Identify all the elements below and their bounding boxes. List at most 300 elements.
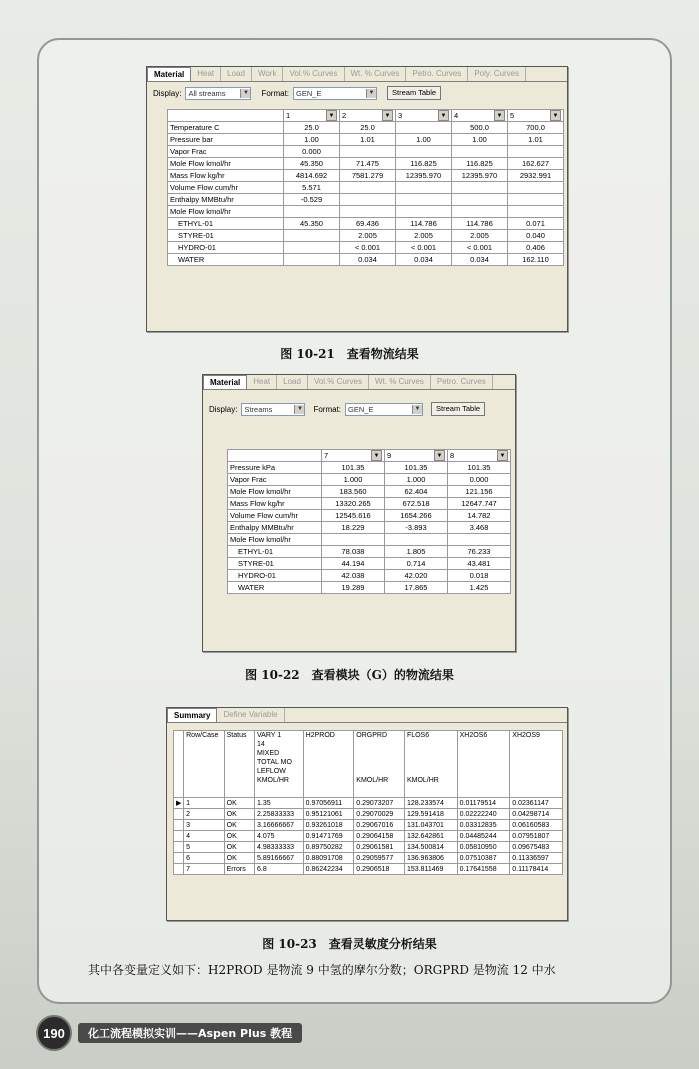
table-cell[interactable]: Errors <box>224 864 254 875</box>
table-cell[interactable] <box>284 230 340 242</box>
column-header <box>255 731 304 798</box>
table-cell[interactable]: 153.811469 <box>404 864 457 875</box>
table-cell[interactable]: 0.040 <box>508 230 564 242</box>
table-row <box>228 510 511 522</box>
table-cell[interactable] <box>340 194 396 206</box>
row-label: ETHYL-01 <box>168 218 284 230</box>
table-cell[interactable]: 0.06160583 <box>510 820 563 831</box>
table-row <box>168 134 564 146</box>
table-cell[interactable]: 1.000 <box>385 474 448 486</box>
row-label: Enthalpy MMBtu/hr <box>168 194 284 206</box>
table-row <box>228 570 511 582</box>
stream-id: 4 <box>454 111 459 120</box>
stream-column-header[interactable] <box>385 450 448 462</box>
table-cell[interactable]: 6 <box>184 853 225 864</box>
table-cell[interactable]: 43.481 <box>448 558 511 570</box>
table-row <box>168 206 564 218</box>
table-cell[interactable]: 62.404 <box>385 486 448 498</box>
table-cell[interactable]: 0.05810950 <box>457 842 510 853</box>
block-stream-results-table <box>227 449 511 594</box>
table-cell[interactable]: 12647.747 <box>448 498 511 510</box>
table-cell[interactable] <box>396 206 452 218</box>
table-cell[interactable]: 0.07951807 <box>510 831 563 842</box>
display-label: Display: <box>153 88 182 98</box>
table-cell[interactable]: 3 <box>184 820 225 831</box>
table-cell[interactable]: 0.04485244 <box>457 831 510 842</box>
display-label: Display: <box>209 404 238 414</box>
results-tab-bar <box>147 67 567 82</box>
table-cell[interactable]: 1.35 <box>255 798 304 809</box>
results-tab-bar <box>203 375 515 390</box>
table-cell[interactable]: 0.034 <box>396 254 452 266</box>
corner-cell <box>228 450 322 462</box>
chevron-down-icon[interactable]: ▼ <box>382 110 393 121</box>
book-title: 化工流程模拟实训——Aspen Plus 教程 <box>78 1023 302 1043</box>
table-cell[interactable]: 12545.616 <box>322 510 385 522</box>
chevron-down-icon[interactable]: ▼ <box>434 450 445 461</box>
table-cell[interactable]: 0.88091708 <box>303 853 354 864</box>
table-cell[interactable] <box>452 146 508 158</box>
format-label: Format: <box>261 88 290 98</box>
table-cell[interactable]: 1.00 <box>284 134 340 146</box>
table-cell[interactable] <box>508 182 564 194</box>
table-cell[interactable]: 0.04298714 <box>510 809 563 820</box>
table-cell[interactable]: 13320.265 <box>322 498 385 510</box>
table-cell[interactable]: 2.25833333 <box>255 809 304 820</box>
table-row[interactable] <box>174 798 563 809</box>
table-row[interactable] <box>174 809 563 820</box>
table-cell[interactable]: OK <box>224 820 254 831</box>
table-cell[interactable]: < 0.001 <box>396 242 452 254</box>
table-cell[interactable]: 129.591418 <box>404 809 457 820</box>
table-cell[interactable]: 116.825 <box>396 158 452 170</box>
table-cell[interactable]: 2.005 <box>452 230 508 242</box>
table-cell[interactable]: 0.071 <box>508 218 564 230</box>
sensitivity-header-row <box>174 731 563 798</box>
stream-selector[interactable] <box>342 110 393 121</box>
row-label: Enthalpy MMBtu/hr <box>228 522 322 534</box>
tab-wt-curves[interactable]: Wt. % Curves <box>369 375 431 389</box>
display-select[interactable] <box>241 403 305 416</box>
table-row <box>168 182 564 194</box>
table-cell[interactable] <box>396 146 452 158</box>
row-selector-header <box>174 731 184 798</box>
table-cell[interactable]: 2.005 <box>396 230 452 242</box>
table-cell[interactable] <box>508 194 564 206</box>
table-cell[interactable]: 101.35 <box>322 462 385 474</box>
stream-header-row <box>228 450 511 462</box>
table-cell[interactable]: 25.0 <box>284 122 340 134</box>
table-cell[interactable]: 114.786 <box>452 218 508 230</box>
table-cell[interactable]: 0.29064158 <box>354 831 405 842</box>
table-cell[interactable]: -3.893 <box>385 522 448 534</box>
table-cell[interactable] <box>340 206 396 218</box>
stream-id: 1 <box>286 111 291 120</box>
table-cell[interactable]: 14.782 <box>448 510 511 522</box>
table-cell[interactable]: OK <box>224 842 254 853</box>
row-label: Mole Flow kmol/hr <box>228 486 322 498</box>
chevron-down-icon[interactable]: ▼ <box>371 450 382 461</box>
stream-results-window <box>146 66 568 332</box>
tab-load[interactable]: Load <box>277 375 308 389</box>
tab-define-variable[interactable]: Define Variable <box>217 708 284 722</box>
stream-selector[interactable] <box>450 450 508 461</box>
row-selector[interactable] <box>174 864 184 875</box>
stream-selector[interactable] <box>324 450 382 461</box>
table-row <box>228 462 511 474</box>
tab-wt-curves[interactable]: Wt. % Curves <box>345 67 407 81</box>
table-cell[interactable]: 0.11178414 <box>510 864 563 875</box>
table-cell[interactable]: 500.0 <box>452 122 508 134</box>
table-cell[interactable]: 0.01179514 <box>457 798 510 809</box>
table-cell[interactable]: 7581.279 <box>340 170 396 182</box>
row-label: STYRE-01 <box>168 230 284 242</box>
table-row <box>228 486 511 498</box>
table-cell[interactable]: 128.233574 <box>404 798 457 809</box>
results-toolbar <box>203 398 515 420</box>
row-label: Mass Flow kg/hr <box>228 498 322 510</box>
table-cell[interactable]: 672.518 <box>385 498 448 510</box>
stream-column-header[interactable] <box>452 110 508 122</box>
row-selector[interactable] <box>174 831 184 842</box>
table-cell[interactable]: < 0.001 <box>340 242 396 254</box>
table-cell[interactable]: 132.642861 <box>404 831 457 842</box>
table-cell[interactable]: 1.425 <box>448 582 511 594</box>
table-row <box>228 498 511 510</box>
table-cell[interactable]: 0.000 <box>448 474 511 486</box>
table-cell[interactable] <box>508 206 564 218</box>
format-select[interactable] <box>293 87 377 100</box>
table-cell[interactable]: 0.02361147 <box>510 798 563 809</box>
table-cell[interactable]: OK <box>224 831 254 842</box>
table-cell[interactable]: 6.8 <box>255 864 304 875</box>
table-cell[interactable] <box>284 206 340 218</box>
table-cell[interactable]: 2 <box>184 809 225 820</box>
table-cell[interactable]: 4.075 <box>255 831 304 842</box>
chevron-down-icon[interactable]: ▼ <box>550 110 561 121</box>
table-cell[interactable]: 0.714 <box>385 558 448 570</box>
table-row <box>168 146 564 158</box>
table-cell[interactable]: 2.005 <box>340 230 396 242</box>
table-cell[interactable]: 42.020 <box>385 570 448 582</box>
table-cell[interactable] <box>340 182 396 194</box>
table-cell[interactable] <box>452 206 508 218</box>
table-row <box>228 534 511 546</box>
stream-id: 2 <box>342 111 347 120</box>
table-row[interactable] <box>174 831 563 842</box>
table-cell[interactable]: 1.00 <box>452 134 508 146</box>
row-label: Temperature C <box>168 122 284 134</box>
stream-id: 3 <box>398 111 403 120</box>
stream-column-header[interactable] <box>508 110 564 122</box>
table-cell[interactable] <box>452 194 508 206</box>
table-cell[interactable] <box>508 146 564 158</box>
tab-work[interactable]: Work <box>252 67 284 81</box>
table-cell[interactable]: 114.786 <box>396 218 452 230</box>
tab-load[interactable]: Load <box>221 67 252 81</box>
row-label: Vapor Frac <box>168 146 284 158</box>
figure-caption-10-23: 图 10-23 查看灵敏度分析结果 <box>262 937 437 951</box>
table-cell[interactable]: 78.038 <box>322 546 385 558</box>
table-row <box>168 122 564 134</box>
table-cell[interactable]: 700.0 <box>508 122 564 134</box>
stream-column-header[interactable] <box>396 110 452 122</box>
table-cell[interactable] <box>396 182 452 194</box>
display-select-value: Streams <box>244 404 273 414</box>
table-cell[interactable]: 121.156 <box>448 486 511 498</box>
table-cell[interactable]: 1.00 <box>396 134 452 146</box>
table-cell[interactable]: OK <box>224 809 254 820</box>
vary-description-line: MIXED <box>257 750 280 757</box>
table-row <box>168 158 564 170</box>
row-label: Mole Flow kmol/hr <box>168 206 284 218</box>
column-header <box>184 731 225 798</box>
table-cell[interactable]: 1.805 <box>385 546 448 558</box>
table-cell[interactable]: OK <box>224 798 254 809</box>
table-row <box>228 474 511 486</box>
row-label: Vapor Frac <box>228 474 322 486</box>
table-row[interactable] <box>174 864 563 875</box>
stream-table-button[interactable]: Stream Table <box>387 86 441 100</box>
table-cell[interactable]: 12395.970 <box>452 170 508 182</box>
stream-table-button[interactable]: Stream Table <box>431 402 485 416</box>
table-cell[interactable]: 5.89166667 <box>255 853 304 864</box>
stream-selector[interactable] <box>398 110 449 121</box>
table-row <box>168 230 564 242</box>
table-cell[interactable]: 0.97056911 <box>303 798 354 809</box>
format-select-value: GEN_E <box>348 404 374 414</box>
format-label: Format: <box>313 404 342 414</box>
row-label: Pressure bar <box>168 134 284 146</box>
table-cell[interactable]: 5 <box>184 842 225 853</box>
table-row[interactable] <box>174 842 563 853</box>
table-cell[interactable]: 69.436 <box>340 218 396 230</box>
tab-summary[interactable]: Summary <box>167 708 217 722</box>
table-cell[interactable]: 1.000 <box>322 474 385 486</box>
tab-heat[interactable]: Heat <box>191 67 221 81</box>
table-cell[interactable]: 4 <box>184 831 225 842</box>
table-cell[interactable]: 3.468 <box>448 522 511 534</box>
tab-material[interactable]: Material <box>203 375 247 389</box>
table-cell[interactable]: 0.29070029 <box>354 809 405 820</box>
table-cell[interactable]: 5.571 <box>284 182 340 194</box>
table-cell[interactable]: 0.03312835 <box>457 820 510 831</box>
table-cell[interactable]: 101.35 <box>448 462 511 474</box>
table-cell[interactable]: 7 <box>184 864 225 875</box>
table-row <box>228 582 511 594</box>
table-cell[interactable]: 0.406 <box>508 242 564 254</box>
format-select[interactable] <box>345 403 423 416</box>
chevron-down-icon[interactable]: ▼ <box>494 110 505 121</box>
table-cell[interactable]: < 0.001 <box>452 242 508 254</box>
table-cell[interactable]: 4814.692 <box>284 170 340 182</box>
table-cell[interactable]: 1654.266 <box>385 510 448 522</box>
column-header-label: ORGPRD <box>356 732 388 739</box>
table-cell[interactable]: 42.038 <box>322 570 385 582</box>
chevron-down-icon[interactable]: ▼ <box>294 405 304 414</box>
row-label: Mole Flow kmol/hr <box>228 534 322 546</box>
table-cell[interactable]: 3.16666667 <box>255 820 304 831</box>
table-cell[interactable]: 4.98333333 <box>255 842 304 853</box>
table-cell[interactable] <box>396 122 452 134</box>
table-cell[interactable]: 0.91471769 <box>303 831 354 842</box>
stream-column-header[interactable] <box>284 110 340 122</box>
table-cell[interactable]: 0.02222240 <box>457 809 510 820</box>
table-cell[interactable]: 162.110 <box>508 254 564 266</box>
table-cell[interactable]: 0.29073207 <box>354 798 405 809</box>
table-cell[interactable]: OK <box>224 853 254 864</box>
corner-cell <box>168 110 284 122</box>
column-header <box>510 731 563 798</box>
column-unit: KMOL/HR <box>356 777 389 784</box>
table-cell[interactable]: 1 <box>184 798 225 809</box>
table-cell[interactable]: 0.07510387 <box>457 853 510 864</box>
table-cell[interactable]: 0.09675483 <box>510 842 563 853</box>
table-cell[interactable]: 183.560 <box>322 486 385 498</box>
stream-selector[interactable] <box>286 110 337 121</box>
chevron-down-icon[interactable]: ▼ <box>326 110 337 121</box>
table-cell[interactable]: 45.350 <box>284 158 340 170</box>
table-cell[interactable]: 101.35 <box>385 462 448 474</box>
table-cell[interactable]: 0.93261018 <box>303 820 354 831</box>
vary-description-line: 14 <box>257 741 265 748</box>
table-cell[interactable]: 0.95121061 <box>303 809 354 820</box>
table-cell[interactable] <box>396 194 452 206</box>
chevron-down-icon[interactable]: ▼ <box>366 89 376 98</box>
table-cell[interactable]: 19.289 <box>322 582 385 594</box>
table-cell[interactable] <box>284 242 340 254</box>
body-paragraph: 其中各变量定义如下：H2PROD 是物流 9 中氢的摩尔分数；ORGPRD 是物流 12 中水 <box>88 963 556 977</box>
chevron-down-icon[interactable]: ▼ <box>412 405 422 414</box>
column-header-label: XH2OS9 <box>512 732 540 739</box>
table-row[interactable] <box>174 853 563 864</box>
table-cell[interactable]: 134.500814 <box>404 842 457 853</box>
table-cell[interactable]: 0.018 <box>448 570 511 582</box>
tab-vol-curves[interactable]: Vol.% Curves <box>308 375 369 389</box>
table-cell[interactable]: 0.29067016 <box>354 820 405 831</box>
vary-description-line: KMOL/HR <box>257 777 289 784</box>
table-cell[interactable] <box>385 534 448 546</box>
tab-petro-curves[interactable]: Petro. Curves <box>431 375 493 389</box>
tab-petro-curves[interactable]: Petro. Curves <box>406 67 468 81</box>
stream-results-table <box>167 109 564 266</box>
row-selector[interactable] <box>174 809 184 820</box>
results-toolbar <box>147 82 567 104</box>
table-cell[interactable]: 0.000 <box>284 146 340 158</box>
stream-selector[interactable] <box>510 110 561 121</box>
table-cell[interactable]: 0.11336597 <box>510 853 563 864</box>
table-cell[interactable] <box>340 146 396 158</box>
table-cell[interactable]: -0.529 <box>284 194 340 206</box>
sensitivity-results-table <box>173 730 563 875</box>
sensitivity-results-window <box>166 707 568 921</box>
table-cell[interactable]: 1.01 <box>340 134 396 146</box>
column-header-label: Status <box>226 732 247 739</box>
table-cell[interactable]: 1.01 <box>508 134 564 146</box>
stream-column-header[interactable] <box>448 450 511 462</box>
table-cell[interactable]: 44.194 <box>322 558 385 570</box>
table-cell[interactable]: 0.2906518 <box>354 864 405 875</box>
column-header <box>457 731 510 798</box>
table-row[interactable] <box>174 820 563 831</box>
row-selector[interactable] <box>174 842 184 853</box>
table-cell[interactable]: 162.627 <box>508 158 564 170</box>
table-row <box>168 242 564 254</box>
tab-vol-curves[interactable]: Vol.% Curves <box>283 67 344 81</box>
column-header <box>224 731 254 798</box>
tab-poly-curves[interactable]: Poly. Curves <box>468 67 526 81</box>
table-cell[interactable]: 0.89750282 <box>303 842 354 853</box>
table-cell[interactable]: 25.0 <box>340 122 396 134</box>
table-cell[interactable]: 2932.991 <box>508 170 564 182</box>
column-header-label: VARY 1 <box>257 732 282 739</box>
table-row <box>228 522 511 534</box>
stream-id: 7 <box>324 451 329 460</box>
table-cell[interactable]: 45.350 <box>284 218 340 230</box>
table-row <box>168 254 564 266</box>
tab-material[interactable]: Material <box>147 67 191 81</box>
row-label: HYDRO-01 <box>228 570 322 582</box>
sensitivity-tab-bar <box>167 708 567 723</box>
table-cell[interactable]: 0.17641558 <box>457 864 510 875</box>
table-cell[interactable]: 0.034 <box>340 254 396 266</box>
table-cell[interactable]: 18.229 <box>322 522 385 534</box>
table-cell[interactable]: 71.475 <box>340 158 396 170</box>
table-cell[interactable]: 0.86242234 <box>303 864 354 875</box>
stream-header-row <box>168 110 564 122</box>
row-label: Volume Flow cum/hr <box>168 182 284 194</box>
stream-id: 5 <box>510 111 515 120</box>
stream-selector[interactable] <box>387 450 445 461</box>
table-cell[interactable]: 17.865 <box>385 582 448 594</box>
current-row-arrow-icon[interactable]: ▶ <box>174 798 184 809</box>
table-cell[interactable]: 116.825 <box>452 158 508 170</box>
column-unit: KMOL/HR <box>406 777 439 784</box>
table-cell[interactable] <box>452 182 508 194</box>
column-header-label: XH2OS6 <box>459 732 488 739</box>
table-cell[interactable]: 0.034 <box>452 254 508 266</box>
table-cell[interactable]: 76.233 <box>448 546 511 558</box>
stream-id: 9 <box>387 451 392 460</box>
stream-column-header[interactable] <box>340 110 396 122</box>
table-cell[interactable] <box>284 254 340 266</box>
row-selector[interactable] <box>174 853 184 864</box>
table-cell[interactable]: 0.29061581 <box>354 842 405 853</box>
tab-heat[interactable]: Heat <box>247 375 277 389</box>
table-cell[interactable]: 131.043701 <box>404 820 457 831</box>
row-label: HYDRO-01 <box>168 242 284 254</box>
table-cell[interactable]: 0.29059577 <box>354 853 405 864</box>
table-row <box>168 170 564 182</box>
column-header <box>404 731 457 798</box>
chevron-down-icon[interactable]: ▼ <box>497 450 508 461</box>
column-header-label: H2PROD <box>305 732 335 739</box>
row-label: STYRE-01 <box>228 558 322 570</box>
table-cell[interactable]: 12395.970 <box>396 170 452 182</box>
chevron-down-icon[interactable]: ▼ <box>438 110 449 121</box>
display-select[interactable] <box>185 87 251 100</box>
table-cell[interactable]: 136.963806 <box>404 853 457 864</box>
column-header-label: FLOS6 <box>406 732 430 739</box>
page-footer <box>36 1015 302 1051</box>
table-cell[interactable] <box>322 534 385 546</box>
row-selector[interactable] <box>174 820 184 831</box>
table-cell[interactable] <box>448 534 511 546</box>
chevron-down-icon[interactable]: ▼ <box>240 89 250 98</box>
stream-selector[interactable] <box>454 110 505 121</box>
stream-column-header[interactable] <box>322 450 385 462</box>
display-select-value: All streams <box>188 88 226 98</box>
